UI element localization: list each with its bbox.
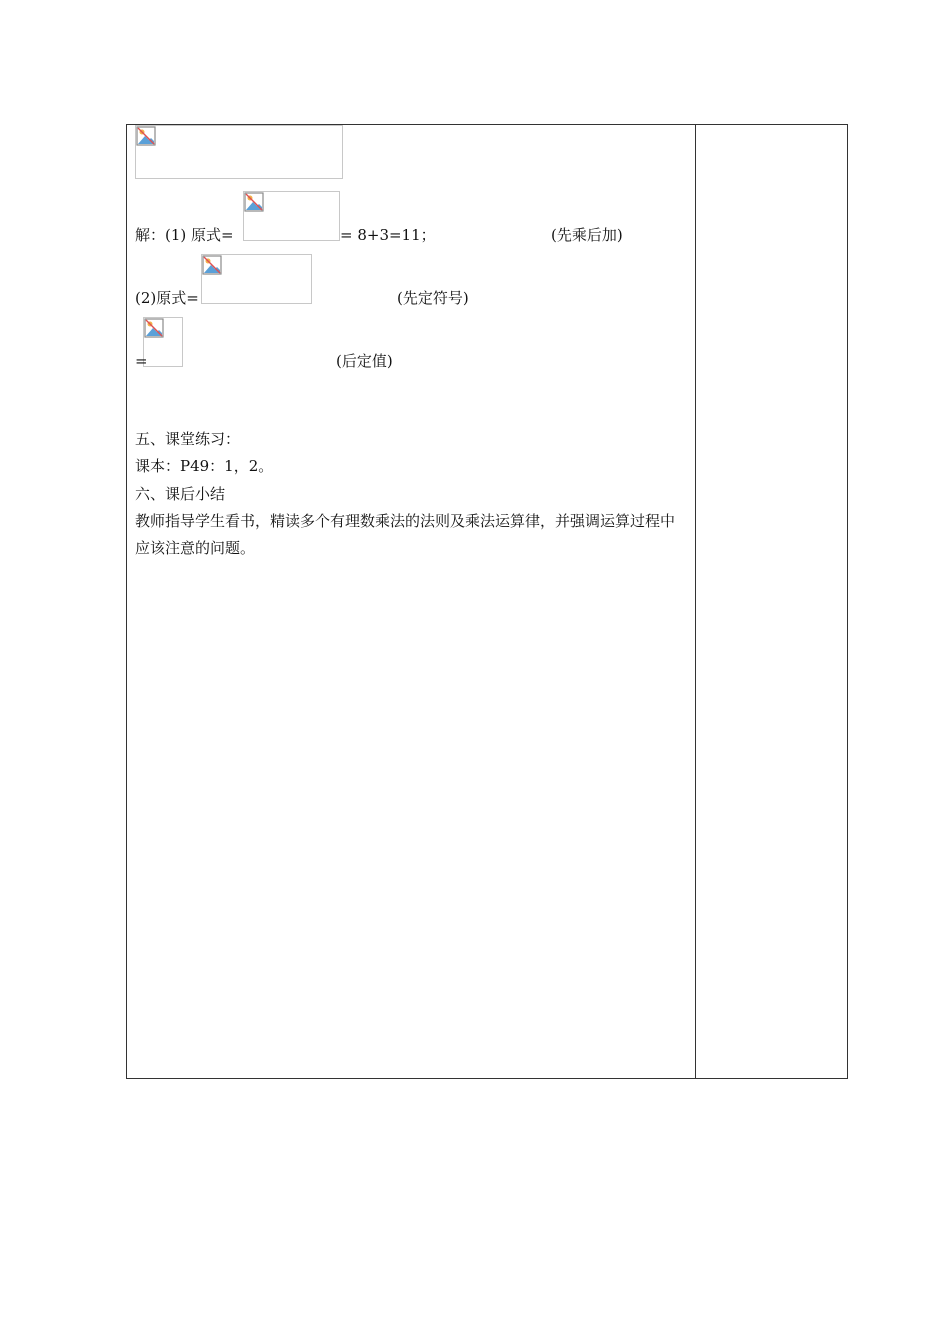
solution-line3-note: (后定值) [336, 352, 393, 370]
formula-image-1 [135, 125, 343, 179]
broken-image-icon [202, 255, 222, 275]
solution-line2-prefix: (2)原式= [135, 289, 199, 307]
broken-image-icon [144, 318, 164, 338]
formula-image-4 [143, 317, 183, 367]
exercise-text: 课本：P49：1，2。 [135, 457, 274, 475]
column-divider [695, 125, 696, 1078]
summary-heading: 六、课后小结 [135, 485, 226, 503]
solution-line1-suffix: = 8+3=11； [340, 226, 436, 244]
broken-image-icon [244, 192, 264, 212]
formula-image-3 [201, 254, 312, 304]
solution-line1-note: (先乘后加) [551, 226, 623, 244]
broken-image-icon [136, 126, 156, 146]
solution-line1-prefix: 解：(1) 原式= [135, 226, 234, 244]
formula-image-2 [243, 191, 340, 241]
summary-text: 教师指导学生看书，精读多个有理数乘法的法则及乘法运算律，并强调运算过程中应该注意的问题。 [135, 512, 676, 557]
solution-line3-prefix: = [135, 352, 148, 370]
exercise-heading: 五、课堂练习： [135, 430, 241, 448]
solution-line2-note: (先定符号) [397, 289, 469, 307]
